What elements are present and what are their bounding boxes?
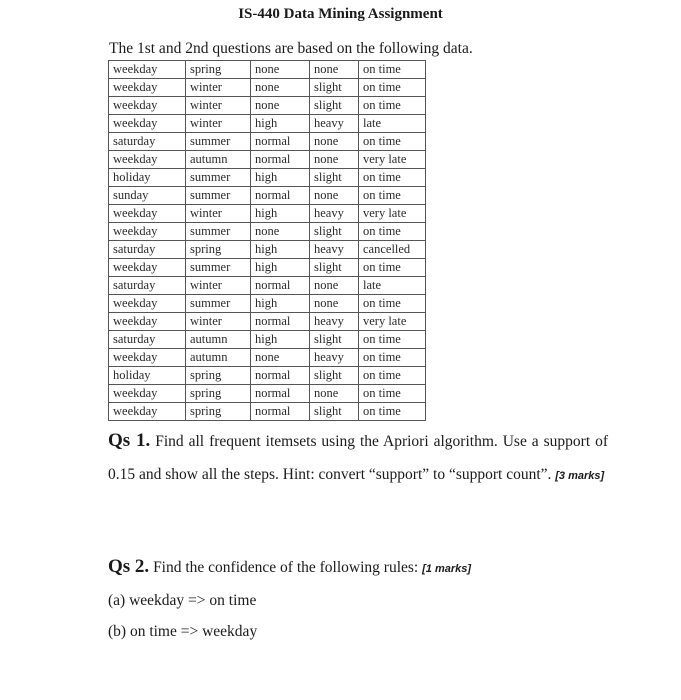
table-cell: on time	[359, 61, 426, 79]
table-cell: on time	[359, 259, 426, 277]
table-cell: weekday	[109, 385, 186, 403]
table-cell: none	[310, 133, 359, 151]
table-cell: slight	[310, 97, 359, 115]
table-cell: normal	[251, 277, 310, 295]
table-cell: normal	[251, 133, 310, 151]
table-row	[109, 187, 426, 205]
question-1	[108, 424, 608, 493]
table-cell: on time	[359, 169, 426, 187]
table-row	[109, 331, 426, 349]
table-cell: on time	[359, 367, 426, 385]
table-cell: saturday	[109, 241, 186, 259]
table-cell: sunday	[109, 187, 186, 205]
table-row	[109, 223, 426, 241]
question-1-label: Qs 1.	[108, 430, 151, 451]
table-cell: winter	[186, 205, 251, 223]
table-cell: autumn	[186, 331, 251, 349]
table-row	[109, 79, 426, 97]
table-cell: summer	[186, 223, 251, 241]
table-row	[109, 295, 426, 313]
table-row	[109, 151, 426, 169]
table-cell: late	[359, 115, 426, 133]
table-row	[109, 259, 426, 277]
table-cell: none	[251, 79, 310, 97]
table-cell: heavy	[310, 349, 359, 367]
question-1-marks: [3 marks]	[555, 470, 605, 482]
table-cell: normal	[251, 403, 310, 421]
table-cell: heavy	[310, 205, 359, 223]
table-cell: autumn	[186, 349, 251, 367]
table-cell: very late	[359, 313, 426, 331]
table-cell: holiday	[109, 169, 186, 187]
table-cell: spring	[186, 385, 251, 403]
table-cell: on time	[359, 403, 426, 421]
table-cell: weekday	[109, 349, 186, 367]
question-2-text: Find the confidence of the following rules:	[153, 559, 419, 576]
table-row	[109, 277, 426, 295]
table-cell: normal	[251, 151, 310, 169]
table-cell: weekday	[109, 205, 186, 223]
question-2-part-a: (a) weekday => on time	[108, 592, 257, 609]
table-row	[109, 97, 426, 115]
table-cell: summer	[186, 169, 251, 187]
table-cell: spring	[186, 367, 251, 385]
table-cell: normal	[251, 385, 310, 403]
table-cell: very late	[359, 205, 426, 223]
table-cell: heavy	[310, 241, 359, 259]
question-2-label: Qs 2.	[108, 556, 150, 577]
table-row	[109, 133, 426, 151]
table-cell: weekday	[109, 295, 186, 313]
table-cell: holiday	[109, 367, 186, 385]
table-cell: weekday	[109, 61, 186, 79]
table-cell: none	[251, 223, 310, 241]
table-cell: slight	[310, 79, 359, 97]
table-cell: high	[251, 169, 310, 187]
table-row	[109, 403, 426, 421]
table-row	[109, 61, 426, 79]
table-cell: high	[251, 331, 310, 349]
table-row	[109, 241, 426, 259]
table-cell: none	[310, 385, 359, 403]
table-cell: very late	[359, 151, 426, 169]
table-row	[109, 313, 426, 331]
table-cell: weekday	[109, 115, 186, 133]
table-cell: high	[251, 205, 310, 223]
table-cell: weekday	[109, 259, 186, 277]
table-cell: weekday	[109, 223, 186, 241]
question-2	[108, 556, 471, 578]
table-cell: none	[310, 295, 359, 313]
intro-text: The 1st and 2nd questions are based on the following data.	[109, 40, 473, 57]
table-row	[109, 385, 426, 403]
data-table	[108, 60, 426, 421]
table-cell: normal	[251, 367, 310, 385]
table-cell: heavy	[310, 313, 359, 331]
table-cell: spring	[186, 241, 251, 259]
table-cell: on time	[359, 133, 426, 151]
table-cell: high	[251, 115, 310, 133]
table-cell: weekday	[109, 313, 186, 331]
table-cell: summer	[186, 133, 251, 151]
table-cell: slight	[310, 331, 359, 349]
table-cell: summer	[186, 187, 251, 205]
table-cell: saturday	[109, 277, 186, 295]
table-row	[109, 205, 426, 223]
table-cell: on time	[359, 295, 426, 313]
table-cell: normal	[251, 187, 310, 205]
table-row	[109, 367, 426, 385]
table-row	[109, 349, 426, 367]
table-cell: winter	[186, 115, 251, 133]
table-cell: slight	[310, 367, 359, 385]
table-cell: winter	[186, 277, 251, 295]
table-cell: winter	[186, 97, 251, 115]
table-cell: weekday	[109, 79, 186, 97]
table-cell: spring	[186, 61, 251, 79]
table-cell: cancelled	[359, 241, 426, 259]
table-cell: on time	[359, 385, 426, 403]
table-cell: winter	[186, 313, 251, 331]
table-cell: late	[359, 277, 426, 295]
table-cell: on time	[359, 349, 426, 367]
table-cell: high	[251, 241, 310, 259]
table-cell: slight	[310, 169, 359, 187]
question-1-text: Find all frequent itemsets using the Apriori algorithm. Use a support of 0.15 and show all the steps. Hint: convert “support” to “support count”.	[108, 433, 608, 483]
table-row	[109, 169, 426, 187]
table-cell: slight	[310, 403, 359, 421]
table-cell: spring	[186, 403, 251, 421]
table-cell: none	[310, 277, 359, 295]
table-cell: on time	[359, 331, 426, 349]
table-cell: slight	[310, 259, 359, 277]
table-row	[109, 115, 426, 133]
question-2-marks: [1 marks]	[422, 563, 472, 575]
table-cell: high	[251, 259, 310, 277]
table-cell: none	[251, 349, 310, 367]
table-cell: on time	[359, 97, 426, 115]
table-cell: winter	[186, 79, 251, 97]
question-2-part-b: (b) on time => weekday	[108, 623, 258, 640]
table-cell: autumn	[186, 151, 251, 169]
table-cell: weekday	[109, 403, 186, 421]
table-cell: normal	[251, 313, 310, 331]
table-cell: none	[310, 61, 359, 79]
table-cell: heavy	[310, 115, 359, 133]
table-cell: none	[310, 187, 359, 205]
table-cell: saturday	[109, 331, 186, 349]
table-cell: high	[251, 295, 310, 313]
table-cell: on time	[359, 223, 426, 241]
table-cell: weekday	[109, 151, 186, 169]
table-cell: summer	[186, 259, 251, 277]
table-cell: none	[310, 151, 359, 169]
table-cell: none	[251, 97, 310, 115]
page-title: IS-440 Data Mining Assignment	[238, 6, 443, 22]
table-cell: on time	[359, 79, 426, 97]
table-cell: slight	[310, 223, 359, 241]
table-cell: none	[251, 61, 310, 79]
table-cell: summer	[186, 295, 251, 313]
table-cell: on time	[359, 187, 426, 205]
table-cell: saturday	[109, 133, 186, 151]
table-cell: weekday	[109, 97, 186, 115]
